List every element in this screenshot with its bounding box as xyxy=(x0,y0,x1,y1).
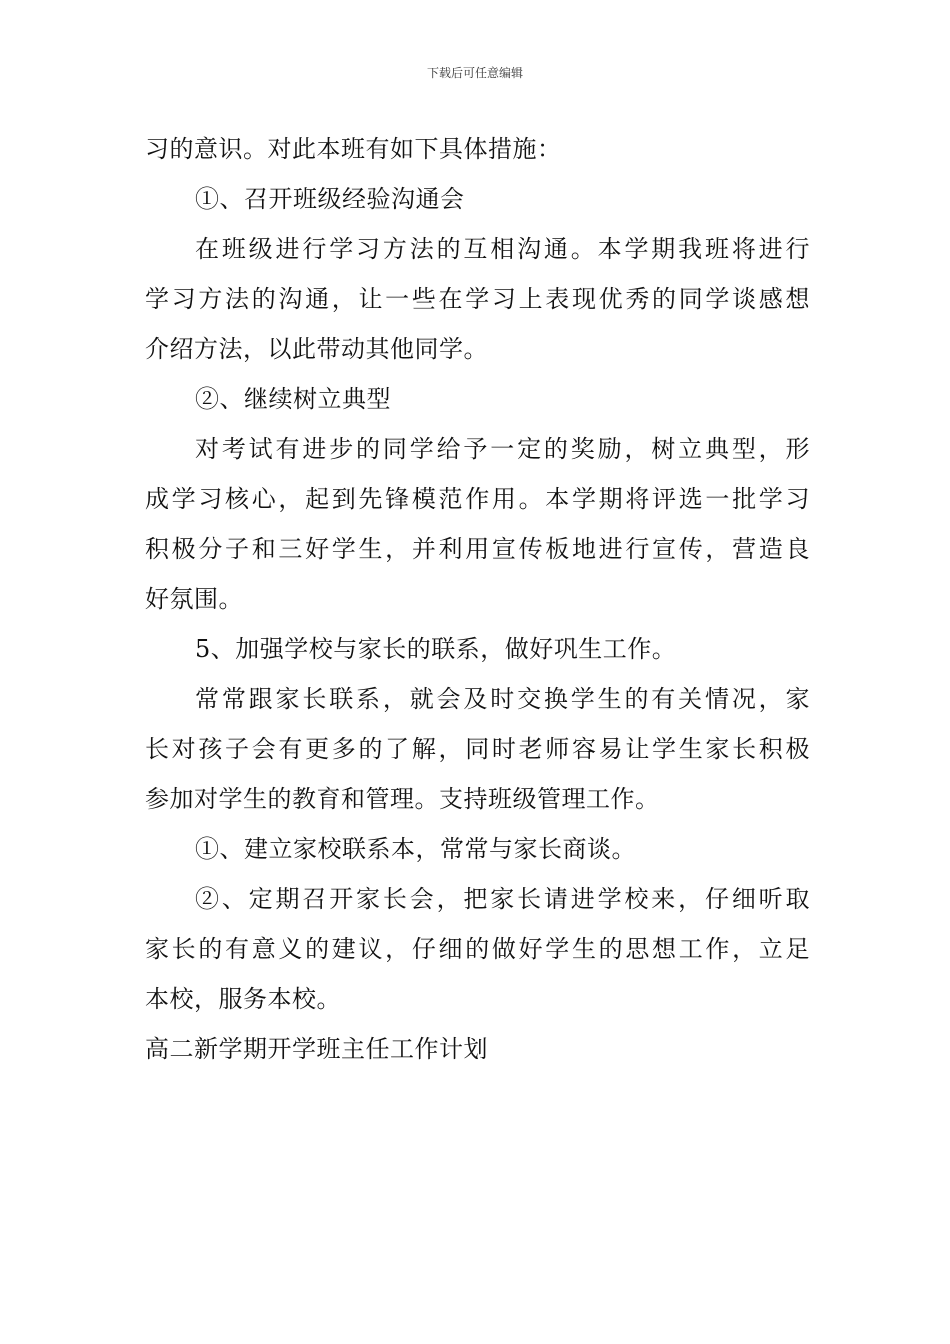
text-line: 家长的有意义的建议，仔细的做好学生的思想工作，立足 xyxy=(145,935,810,963)
text-line: ②、定期召开家长会，把家长请进学校来，仔细听取 xyxy=(195,885,810,913)
text-line: ①、召开班级经验沟通会 xyxy=(195,185,465,213)
text-line: 对考试有进步的同学给予一定的奖励，树立典型，形 xyxy=(195,435,810,463)
text-line: ①、建立家校联系本，常常与家长商谈。 xyxy=(195,835,636,863)
page-header-note: 下载后可任意编辑 xyxy=(426,66,523,80)
text-line: 好氛围。 xyxy=(145,585,243,613)
text-line: 在班级进行学习方法的互相沟通。本学期我班将进行 xyxy=(195,235,810,263)
text-line: 参加对学生的教育和管理。支持班级管理工作。 xyxy=(145,785,660,813)
text-line: 成学习核心，起到先锋模范作用。本学期将评选一批学习 xyxy=(145,485,810,513)
text-line: 介绍方法，以此带动其他同学。 xyxy=(145,335,488,363)
text-line: 本校，服务本校。 xyxy=(145,985,341,1013)
text-line: 学习方法的沟通，让一些在学习上表现优秀的同学谈感想 xyxy=(145,285,810,313)
text-line: 长对孩子会有更多的了解，同时老师容易让学生家长积极 xyxy=(145,735,810,763)
text-line: ②、继续树立典型 xyxy=(195,385,391,413)
text-line: 积极分子和三好学生，并利用宣传板地进行宣传，营造良 xyxy=(145,535,810,563)
document-body xyxy=(145,124,810,1074)
text-line: 习的意识。对此本班有如下具体措施： xyxy=(145,135,562,163)
document-title-line: 高二新学期开学班主任工作计划 xyxy=(145,1035,488,1063)
text-line: 5、加强学校与家长的联系，做好巩生工作。 xyxy=(195,635,677,663)
text-line: 常常跟家长联系，就会及时交换学生的有关情况，家 xyxy=(195,685,810,713)
